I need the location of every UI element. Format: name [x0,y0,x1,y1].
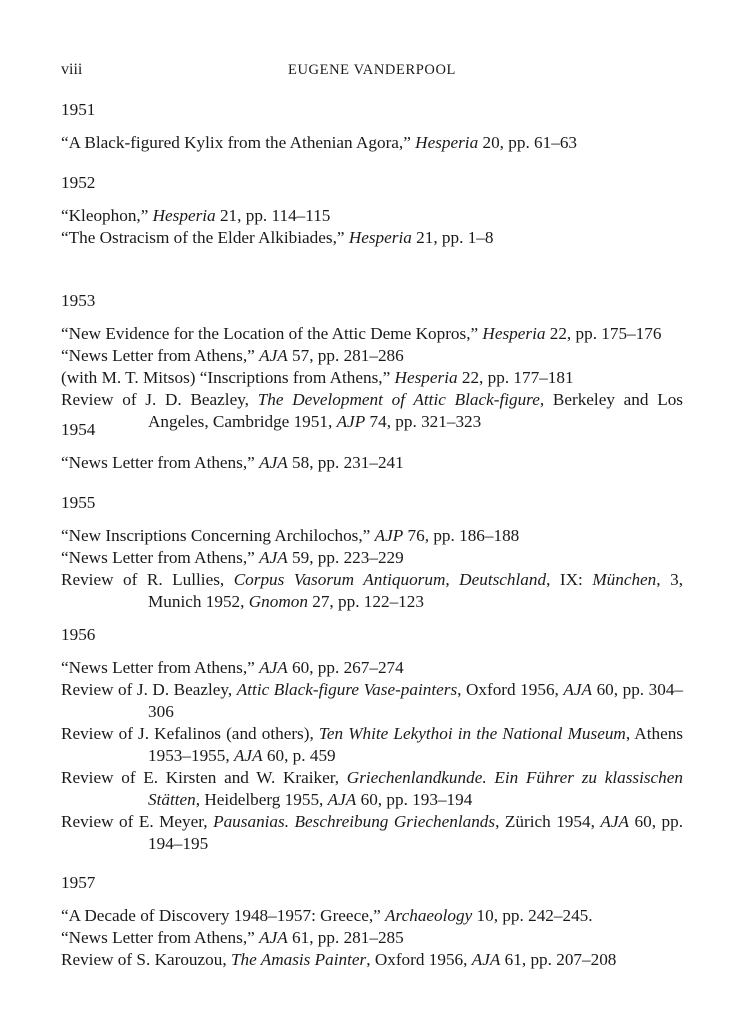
entry-text: , Oxford 1956, [457,680,564,699]
entry-text: 61, pp. 281–285 [287,928,404,947]
italic-title: AJA [233,746,263,765]
entry-text: “Kleophon,” [61,206,153,225]
entry-group [61,905,683,971]
entry-group [61,657,683,855]
entry-text: Review of E. Kirsten and W. Kraiker, [61,768,347,787]
entry-text: 22, pp. 177–181 [457,368,574,387]
entry-text: 60, pp. 267–274 [287,658,404,677]
entry-group [61,525,683,613]
bibliography-entry [61,767,683,811]
entry-text: 58, pp. 231–241 [287,453,404,472]
entry-text: “A Black-figured Kylix from the Athenian Agora,” [61,133,416,152]
entry-text: “News Letter from Athens,” [61,658,260,677]
entry-text: Review of J. Kefalinos (and others), [61,724,319,743]
entry-text: 59, pp. 223–229 [287,548,404,567]
italic-title: Attic Black-figure Vase-painters [236,680,458,699]
bibliography-entry [61,525,683,547]
italic-title: AJA [259,658,288,677]
entry-group [61,452,683,474]
italic-title: Hesperia [482,324,546,343]
bibliography-entry [61,949,683,971]
italic-title: AJP [374,526,404,545]
entry-group [61,205,683,249]
entry-text: , IX: [546,570,593,589]
year-heading: 1952 [61,173,96,192]
entry-text: “News Letter from Athens,” [61,346,260,365]
bibliography-entry [61,905,683,927]
year-heading: 1953 [61,291,96,310]
italic-title: The Development of Attic Black-figure [257,390,540,409]
entry-text: Review of J. D. Beazley, [61,390,258,409]
entry-text: “New Inscriptions Concerning Archilochos,” [61,526,375,545]
entry-text: 76, pp. 186–188 [403,526,520,545]
entry-text: 60, p. 459 [262,746,336,765]
year-heading: 1956 [61,625,96,644]
italic-title: Hesperia [394,368,458,387]
entry-text: “The Ostracism of the Elder Alkibiades,” [61,228,349,247]
entry-text: “New Evidence for the Location of the Attic Deme Kopros,” [61,324,483,343]
entry-group [61,132,683,154]
entry-text: 21, pp. 1–8 [411,228,494,247]
entry-text: “News Letter from Athens,” [61,453,260,472]
entry-text: 57, pp. 281–286 [287,346,404,365]
year-heading: 1957 [61,873,96,892]
entry-text: Review of S. Karouzou, [61,950,231,969]
italic-title: AJA [259,928,288,947]
year-heading: 1954 [61,420,96,439]
bibliography-entry [61,452,683,474]
entry-group [61,323,683,433]
bibliography-entry [61,811,683,855]
page-number: viii [61,61,83,78]
entry-text: , Berkeley and Los Angeles, Cambridge 1951, [148,390,683,431]
italic-title: AJA [471,950,501,969]
entry-text: 60, pp. 304–306 [148,680,684,721]
bibliography-entry [61,569,683,613]
year-heading: 1955 [61,493,96,512]
bibliography-entry [61,657,683,679]
entry-text: 60, pp. 194–195 [148,812,683,853]
italic-title: Corpus Vasorum Antiquorum, Deutschland [233,570,547,589]
entry-text: 74, pp. 321–323 [365,412,482,431]
italic-title: AJA [259,548,288,567]
entry-text: 10, pp. 242–245. [472,906,593,925]
entry-text: , Heidelberg 1955, [195,790,328,809]
bibliography-entry [61,323,683,345]
year-heading: 1951 [61,100,96,119]
entry-text: Review of E. Meyer, [61,812,214,831]
entry-text: (with M. T. Mitsos) “Inscriptions from Athens,” [61,368,395,387]
entry-text: “News Letter from Athens,” [61,928,260,947]
running-title: EUGENE VANDERPOOL [288,62,456,78]
entry-text: 20, pp. 61–63 [478,133,577,152]
italic-title: München [592,570,657,589]
bibliography-entry [61,679,683,723]
entry-text: , Zürich 1954, [495,812,601,831]
italic-title: Griechenlandkunde. Ein Führer zu klassischen Stätten [148,768,683,809]
italic-title: AJA [600,812,630,831]
entry-text: 27, pp. 122–123 [307,592,424,611]
entry-text: “News Letter from Athens,” [61,548,260,567]
page-header [61,59,683,81]
italic-title: Archaeology [385,906,473,925]
italic-title: Hesperia [415,133,479,152]
italic-title: AJA [563,680,593,699]
italic-title: AJP [336,412,366,431]
italic-title: Hesperia [152,206,216,225]
bibliography-entry [61,367,683,389]
bibliography-entry [61,227,683,249]
italic-title: AJA [259,346,288,365]
entry-text: 21, pp. 114–115 [215,206,331,225]
entry-text: Review of J. D. Beazley, [61,680,237,699]
bibliography-entry [61,132,683,154]
italic-title: Ten White Lekythoi in the National Museum [318,724,626,743]
entry-text: 61, pp. 207–208 [500,950,617,969]
entry-text: “A Decade of Discovery 1948–1957: Greece,” [61,906,386,925]
entry-text: 60, pp. 193–194 [356,790,473,809]
entry-text: , 3, Munich 1952, [148,570,683,611]
italic-title: AJA [327,790,357,809]
italic-title: AJA [259,453,288,472]
italic-title: The Amasis Painter [230,950,367,969]
bibliography-entry [61,205,683,227]
italic-title: Hesperia [348,228,412,247]
entry-text: Review of R. Lullies, [61,570,234,589]
bibliography-entry [61,723,683,767]
italic-title: Pausanias. Beschreibung Griechenlands [213,812,496,831]
bibliography-entry [61,547,683,569]
bibliography-entry [61,927,683,949]
entry-text: , Oxford 1956, [366,950,472,969]
bibliography-entry [61,345,683,367]
bibliography-entry [61,389,683,433]
entry-text: , Athens 1953–1955, [148,724,683,765]
italic-title: Gnomon [248,592,308,611]
entry-text: 22, pp. 175–176 [545,324,662,343]
